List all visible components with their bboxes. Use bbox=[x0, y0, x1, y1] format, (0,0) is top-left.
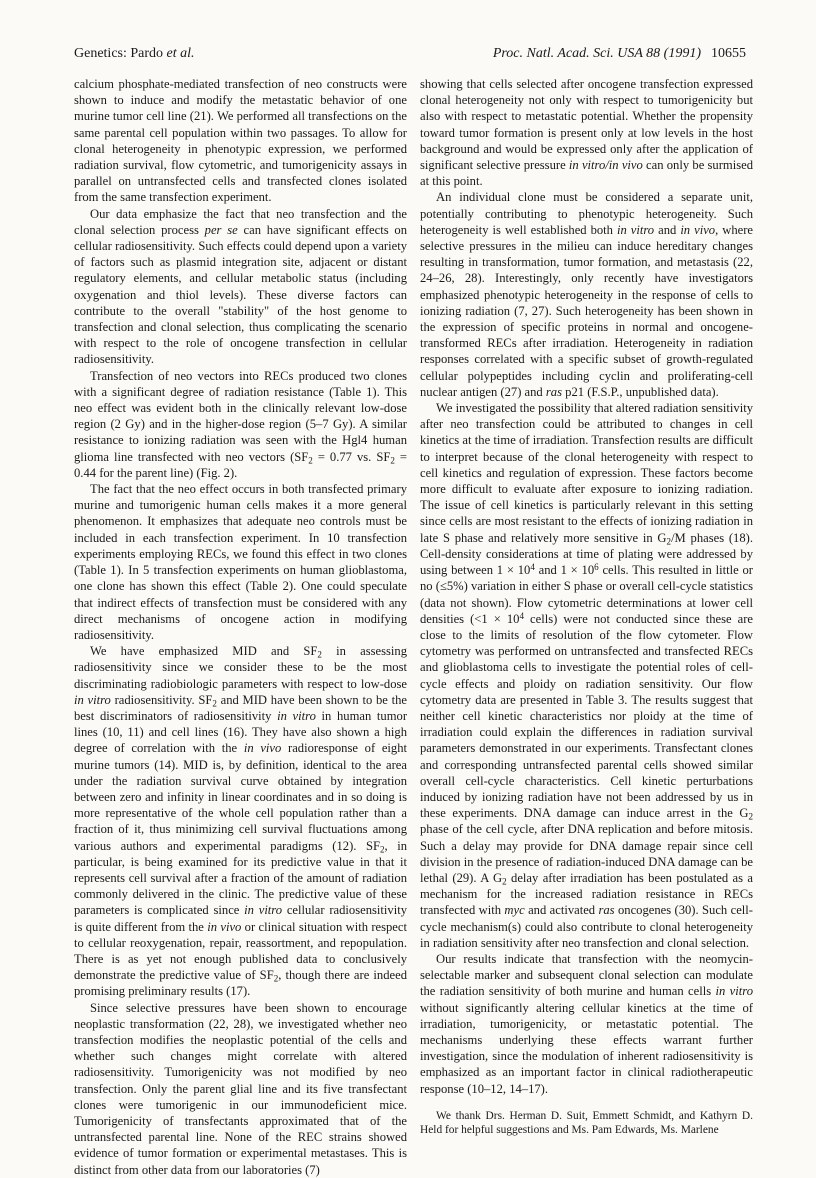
et-al: et al. bbox=[166, 46, 195, 61]
paragraph: An individual clone must be considered a separate unit, potentially contributing to phenotypic heterogeneity. Such heterogeneity is well established both in vitro and in vivo, where selective pressures in the milieu can induce hereditary changes resulting in transformation, tumor formation, and metastasis (22, 24–26, 28). Interestingly, only recently have investigators emphasized phenotypic heterogeneity in the response of cells to ionizing radiation (7, 27). Such heterogeneity has been shown in the expression of specific proteins in normal and oncogene-transformed RECs after irradiation. Heterogeneity in radiation responses correlated with a specific subset of growth-regulated cellular polypeptides including cyclin and proliferating-cell nuclear antigen (27) and ras p21 (F.S.P., unpublished data). bbox=[420, 190, 754, 399]
paragraph: We have emphasized MID and $SF_2$ in assessing radiosensitivity since we consider these to be the most discriminating radiobiologic parameters with respect to low-dose in vitro radiosensitivity. $SF_2$ and MID have been shown to be the best discriminators of radiosensitivity in vitro in human tumor lines (10, 11) and cell lines (16). They have also shown a high degree of correlation with the in vivo radioresponse of eight murine tumors (14). MID is, by definition, identical to the area under the radiation survival curve obtained by integration between zero and infinity in linear coordinates and in so doing is more representative of the whole cell population rather than a fraction of it, thus minimizing cell survival fluctuations among various authors and experimental paradigms (12). $SF_2$, in particular, is being examined for its predictive value in that it represents cell survival after a fraction of the amount of radiation commonly delivered in the clinic. The predictive value of these parameters is complicated since in vitro cellular radiosensitivity is quite different from the in vivo or clinical situation with respect to cellular reoxygenation, repair, reassortment, and repopulation. There is as yet not enough published data to conclusively demonstrate the predictive value of $SF_2$, though there are indeed promising preliminary results (17). bbox=[74, 644, 408, 999]
running-head-right bbox=[493, 44, 746, 64]
paragraph: calcium phosphate-mediated transfection of neo constructs were shown to induce and modify the metastatic behavior of one murine tumor cell line (21). We performed all transfections on the same parental cell population within two passages. To allow for clonal heterogeneity in phenotypic expression, we performed radiation survival, flow cytometric, and tumorigenicity assays in parallel on untransfected cells and transfected clones isolated from the same transfection experiment. bbox=[74, 77, 407, 205]
paragraph: Since selective pressures have been shown to encourage neoplastic transformation (22, 28), we investigated whether neo transfection modifies the neoplastic potential of the cells and whether such changes might correlate with altered radiosensitivity. Tumorigenicity was not modified by neo transfection. Only the parent glial line and its five transfectant clones were tumorigenic in our immunodeficient mice. Tumorigenicity of transfectants approximated that of the untransfected parental line. None of the REC strains showed evidence of tumor formation or experimental metastases. This is distinct from other data from our laboratories (7) bbox=[74, 1000, 407, 1177]
running-header bbox=[74, 44, 746, 64]
paragraph: Our results indicate that transfection with the neomycin-selectable marker and subsequent clonal selection can modulate the radiation sensitivity of both murine and human cells in vitro without significantly altering cellular kinetics at the time of irradiation, tumorigenicity, or metastatic potential. The mechanisms underlying these effects warrant further investigation, since the modulation of inherent radiosensitivity is emphasized as an important factor in clinical radiotherapeutic response (10–12, 14–17). bbox=[420, 951, 753, 1096]
paragraph: The fact that the neo effect occurs in both transfected primary murine and tumorigenic human cells makes it a more general phenomenon. It emphasizes that adequate neo controls must be included in each transfection experiment. In 10 transfection experiments employing RECs, we found this effect in two clones (Table 1). In 5 transfection experiments on human glioblastoma, one clone has shown this effect (Table 2). One could speculate that indirect effects of transfection must be considered with any direct mechanisms of oncogene action in modifying radiosensitivity. bbox=[74, 482, 407, 642]
journal-citation: Proc. Natl. Acad. Sci. USA 88 (1991) bbox=[492, 46, 701, 61]
paragraph: Transfection of neo vectors into RECs produced two clones with a significant degree of radiation resistance (Table 1). This neo effect was evident both in the clinically relevant low-dose region (2 Gy) and in the higher-dose region (5–7 Gy). A similar resistance to ionizing radiation was seen with the Hgl4 human glioma line transfected with neo vectors ($SF_2 = 0.77$ vs. $SF_2 = 0.44$ for the parent line) (Fig. 2). bbox=[74, 368, 407, 480]
paragraph: We investigated the possibility that altered radiation sensitivity after neo transfection could be attributed to changes in cell kinetics at the time of irradiation. Transfection results are difficult to interpret because of the clonal heterogeneity with respect to cell kinetics and regulation of expression. These factors become more difficult to evaluate after exposure to ionizing radiation. The issue of cell kinetics is particularly relevant in this setting since cells are most resistant to the effects of ionizing radiation in late S phase and relatively more sensitive in $G_2/M$ phases (18). Cell-density considerations at time of plating were addressed by using between $1 \times 10^4$ and $1 \times 10^6$ cells. This resulted in little or no (≤5%) variation in either S phase or overall cell-cycle statistics (data not shown). Flow cytometric determinations at lower cell densities ($<1 \times 10^4$ cells) were not conducted since these are close to the limits of resolution of the flow cytometer. Flow cytometry was performed on untransfected and transfected RECs and glioblastoma cells to investigate the potential roles of cell-cycle effects and ploidy on radiation sensitivity. Our flow cytometry data are presented in Table 3. The results suggest that neither cell kinetic characteristics nor ploidy at the time of irradiation could explain the differences in radiation survival parameters demonstrated in our experiments. Transfectant clones and corresponding untransfected parental cells showed similar overall cell-cycle characteristics. Cell kinetic perturbations induced by ionizing radiation have not been addressed by us in these experiments. DNA damage can induce arrest in the $G_2$ phase of the cell cycle, after DNA replication and before mitosis. Such a delay may provide for DNA damage repair since cell division in the presence of radiation-induced DNA damage can be lethal (29). A $G_2$ delay after irradiation has been postulated as a mechanism for the increased radiation resistance in RECs transfected with myc and activated ras oncogenes (30). Such cell-cycle mechanism(s) could also contribute to clonal heterogeneity in radiation sensitivity after neo transfection and clonal selection. bbox=[420, 401, 753, 950]
running-head-left: Genetics: Pardo et al. bbox=[74, 46, 195, 61]
paragraph: showing that cells selected after oncogene transfection expressed clonal heterogeneity not only with respect to tumorigenicity but also with respect to metastatic potential. Whether the propensity toward tumor formation is present only at low levels in the host background and would be expressed only after the application of significant selective pressure in vitro/in vivo can only be surmised at this point. bbox=[420, 77, 753, 189]
page-number: 10655 bbox=[711, 46, 746, 61]
acknowledgments: We thank Drs. Herman D. Suit, Emmett Schmidt, and Kathyrn D. Held for helpful suggestions and Ms. Pam Edwards, Ms. Marlene bbox=[420, 1109, 753, 1137]
left-column bbox=[74, 76, 407, 1178]
paragraph: Our data emphasize the fact that neo transfection and the clonal selection process per se can have significant effects on cellular radiosensitivity. Such effects could depend upon a variety of factors such as plasmid integration site, adjacent or distant regulatory elements, and cellular metabolic status (including oxygenation and thiol levels). These diverse factors can contribute to the overall "stability" of the host genome to transfection and clonal selection, thus complicating the scenario with respect to the role of oncogene transfection in cellular radiosensitivity. bbox=[74, 206, 408, 367]
right-column bbox=[420, 76, 753, 1138]
